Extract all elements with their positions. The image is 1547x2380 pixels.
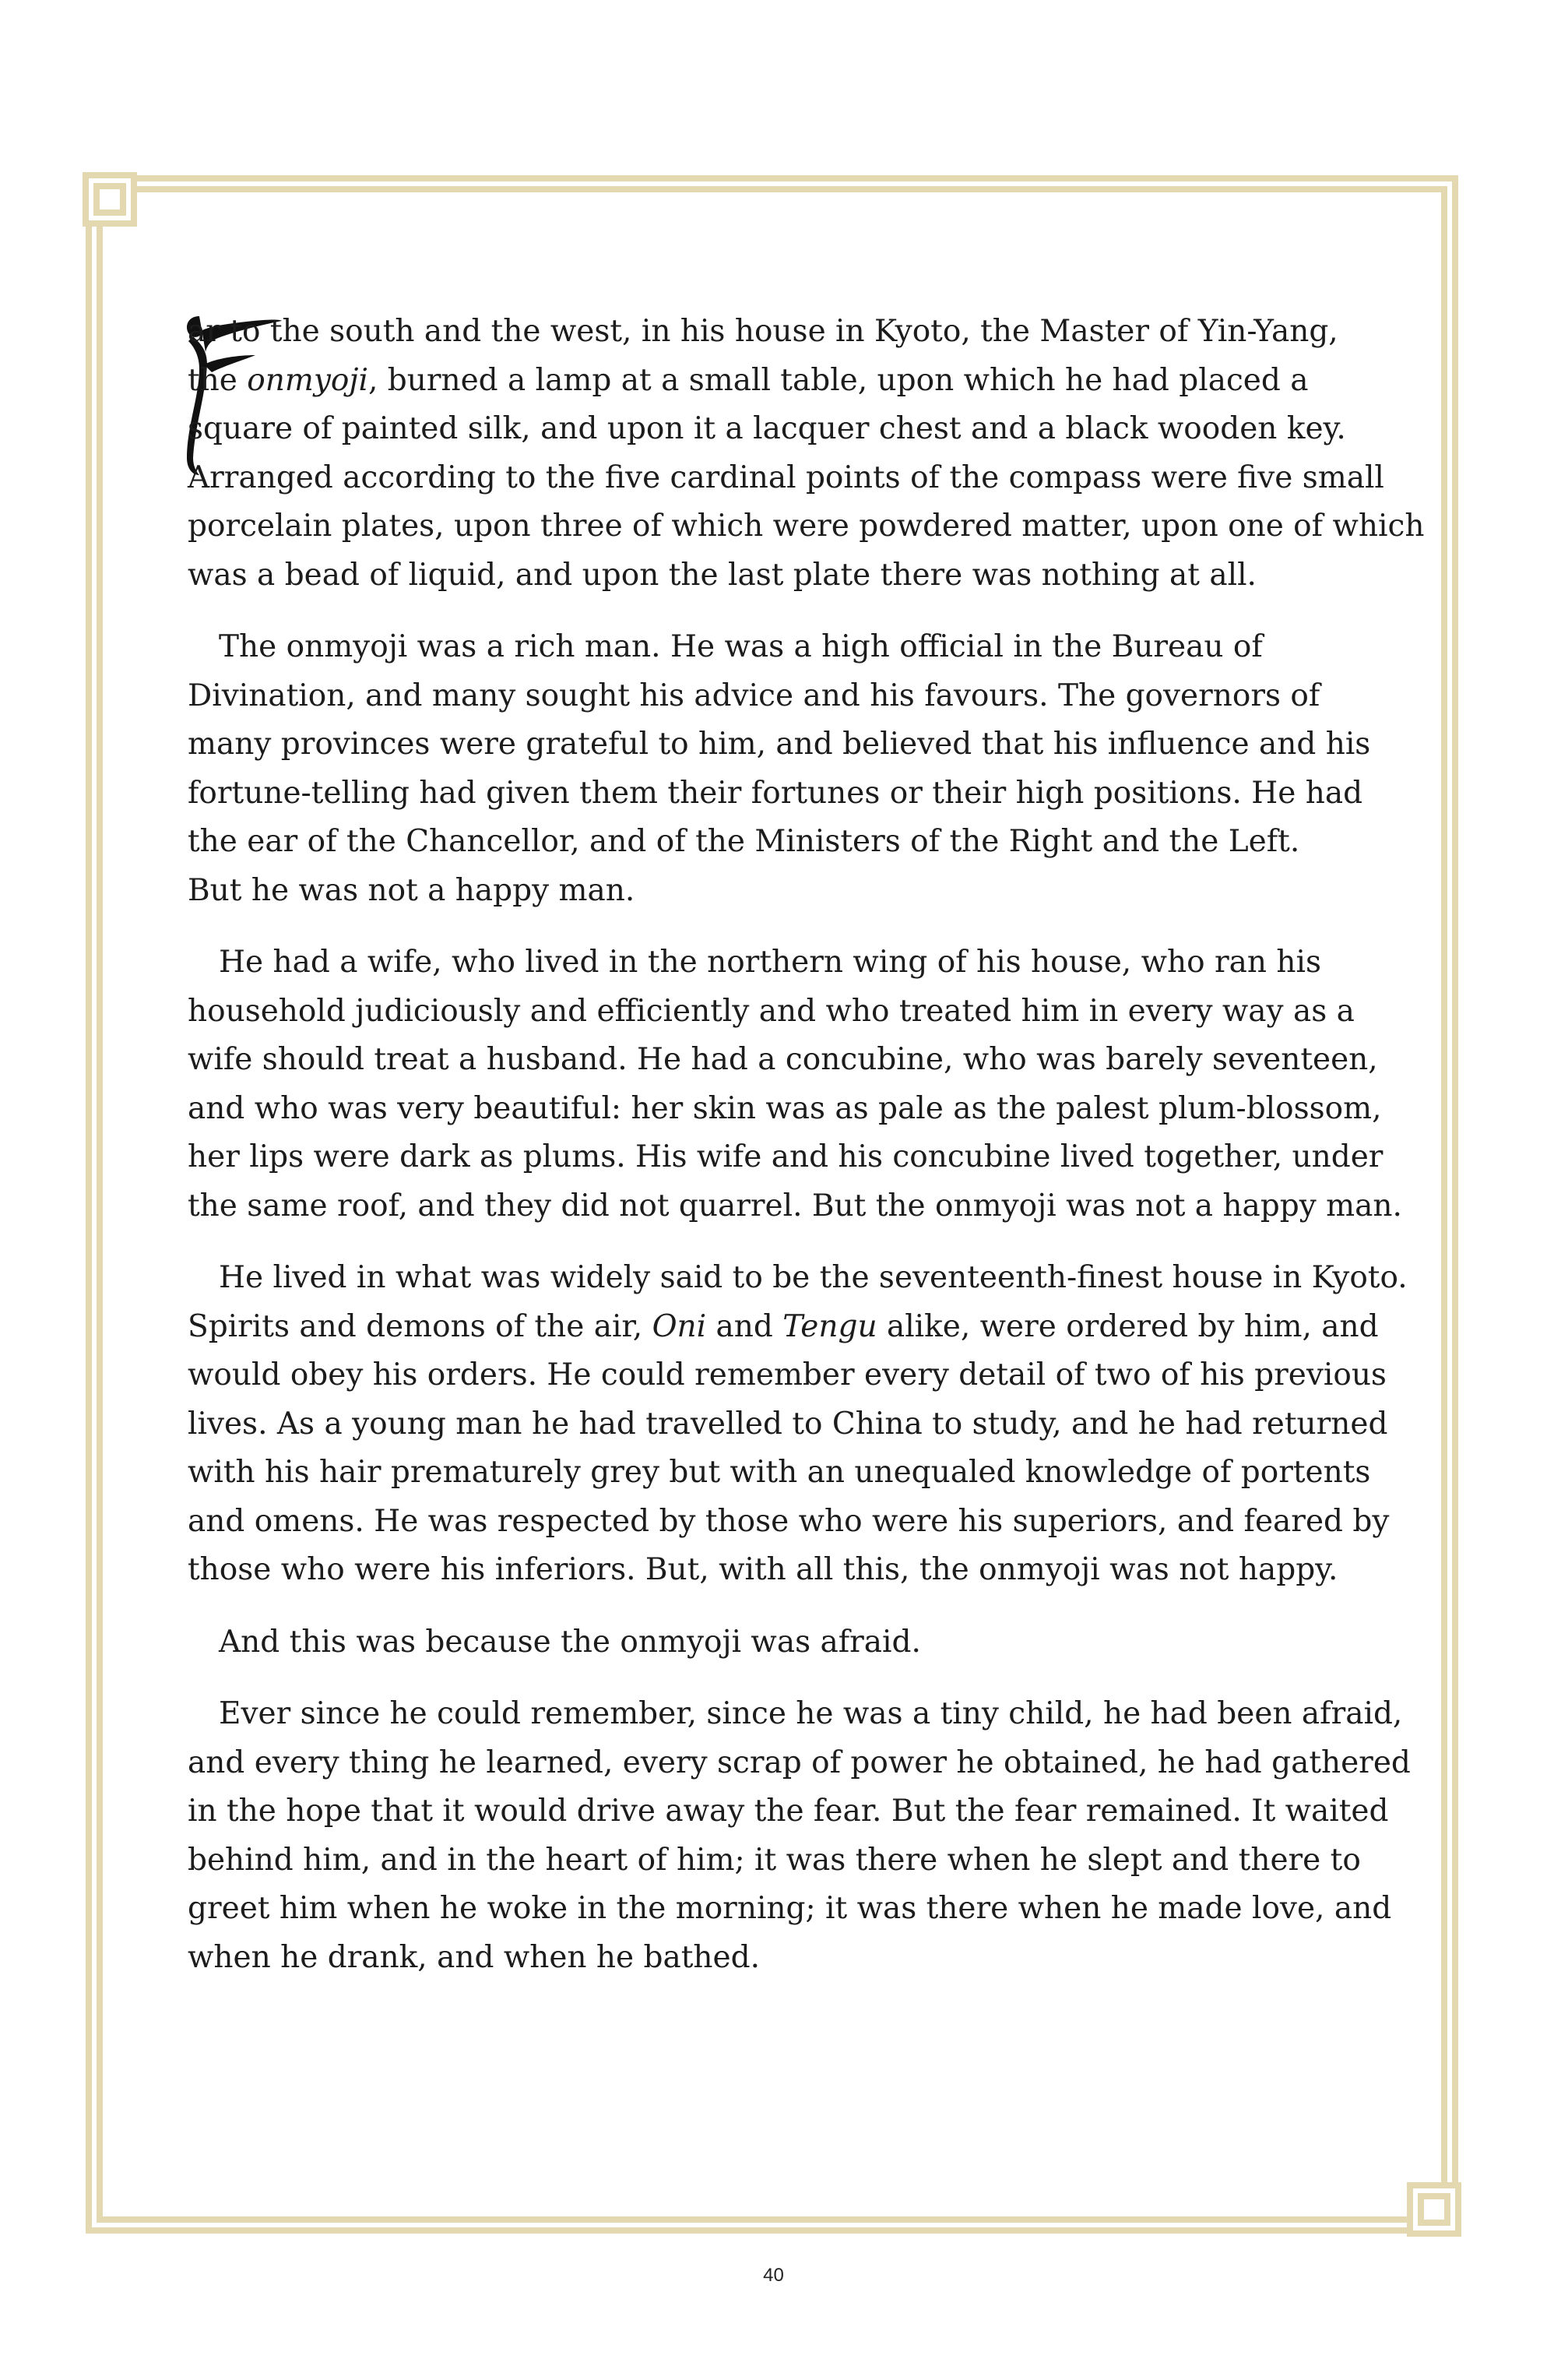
text-line: ar to the south and the west, in his house in Kyoto, the Master of Yin-Yang, xyxy=(188,314,1338,349)
paragraph-3 xyxy=(188,938,1402,1230)
text-line: And this was because the onmyoji was afraid. xyxy=(219,1624,921,1660)
text-line xyxy=(188,357,1355,406)
paragraph-1 xyxy=(188,308,1425,600)
paragraph-6 xyxy=(188,1690,1411,1982)
text-line: Arranged according to the five cardinal points of the compass were five small xyxy=(188,459,1384,495)
text-run: alike, were ordered by him, and xyxy=(877,1308,1379,1344)
text-run: , burned a lamp at a small table, upon which he had placed a xyxy=(367,362,1309,398)
text-line: He had a wife, who lived in the northern wing of his house, who ran his xyxy=(219,945,1321,980)
paragraph-2 xyxy=(188,623,1371,915)
text-line: He lived in what was widely said to be the seventeenth-finest house in Kyoto. xyxy=(219,1260,1408,1295)
text-line: greet him when he woke in the morning; it was there when he made love, and xyxy=(188,1891,1392,1926)
corner-ornament-bottom-right xyxy=(1410,2185,1458,2234)
text-line: the ear of the Chancellor, and of the Ministers of the Right and the Left. xyxy=(188,824,1300,859)
body-text xyxy=(188,308,1425,2005)
text-line: Divination, and many sought his advice and his favours. The governors of xyxy=(188,678,1320,713)
corner-ornament-top-left xyxy=(86,175,134,224)
text-line: many provinces were grateful to him, and believed that his influence and his xyxy=(188,727,1371,762)
text-line: the same roof, and they did not quarrel. But the onmyoji was not a happy man. xyxy=(188,1188,1402,1223)
text-line: would obey his orders. He could remember every detail of two of his previous xyxy=(188,1357,1387,1392)
text-line: wife should treat a husband. He had a concubine, who was barely seventeen, xyxy=(188,1042,1378,1077)
italic-term-oni: Oni xyxy=(652,1308,707,1344)
paragraph-5 xyxy=(188,1618,1355,1667)
page-number: 40 xyxy=(763,2265,784,2286)
text-line: and who was very beautiful: her skin was as pale as the palest plum-blossom, xyxy=(188,1090,1382,1126)
text-line: those who were his inferiors. But, with all this, the onmyoji was not happy. xyxy=(188,1552,1338,1587)
text-line: household judiciously and efficiently and who treated him in every way as a xyxy=(188,993,1355,1029)
text-line: and omens. He was respected by those who were his superiors, and feared by xyxy=(188,1503,1390,1539)
text-line: The onmyoji was a rich man. He was a high official in the Bureau of xyxy=(219,629,1263,664)
text-line: with his hair prematurely grey but with an unequaled knowledge of portents xyxy=(188,1455,1371,1490)
text-line: But he was not a happy man. xyxy=(188,872,635,908)
text-line: was a bead of liquid, and upon the last plate there was nothing at all. xyxy=(188,557,1257,593)
text-line: porcelain plates, upon three of which were powdered matter, upon one of which xyxy=(188,509,1425,544)
text-line: square of painted silk, and upon it a lacquer chest and a black wooden key. xyxy=(188,411,1346,446)
text-line xyxy=(188,1303,1379,1352)
text-line: Ever since he could remember, since he was a tiny child, he had been afraid, xyxy=(219,1696,1403,1731)
paragraph-4 xyxy=(188,1254,1408,1595)
text-line: fortune-telling had given them their fortunes or their high positions. He had xyxy=(188,775,1363,811)
text-line: lives. As a young man he had travelled to China to study, and he had returned xyxy=(188,1406,1388,1442)
italic-term-onmyoji: onmyoji xyxy=(247,362,368,398)
italic-term-tengu: Tengu xyxy=(782,1308,877,1344)
text-run: and xyxy=(706,1308,783,1344)
text-run: Spirits and demons of the air, xyxy=(188,1308,652,1344)
text-line: behind him, and in the heart of him; it was there when he slept and there to xyxy=(188,1842,1361,1878)
text-line: and every thing he learned, every scrap of power he obtained, he had gathered xyxy=(188,1745,1411,1780)
text-line: when he drank, and when he bathed. xyxy=(188,1939,760,1975)
text-line: in the hope that it would drive away the fear. But the fear remained. It waited xyxy=(188,1794,1389,1829)
text-run: the xyxy=(188,362,248,398)
text-line: her lips were dark as plums. His wife and his concubine lived together, under xyxy=(188,1139,1384,1174)
